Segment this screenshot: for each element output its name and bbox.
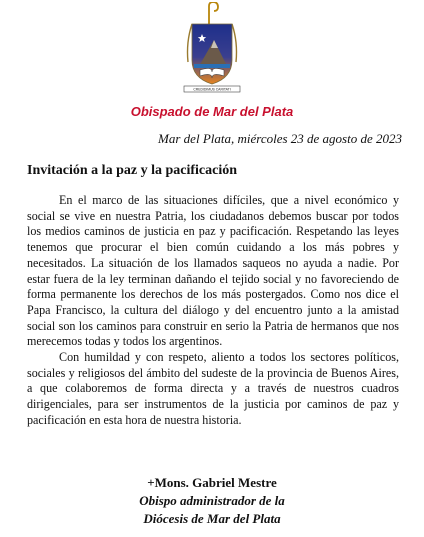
signatory-role-line-2: Diócesis de Mar del Plata <box>143 511 281 526</box>
letter-body <box>27 193 399 429</box>
crest-motto: CREDIDIMUS CARITATI <box>193 87 231 92</box>
signatory-role-line-1: Obispo administrador de la <box>139 493 285 508</box>
diocese-coat-of-arms-icon <box>178 2 246 94</box>
organization-name: Obispado de Mar del Plata <box>130 104 294 119</box>
signature-block <box>0 474 424 528</box>
document-title: Invitación a la paz y la pacificación <box>27 163 237 178</box>
signatory-name: +Mons. Gabriel Mestre <box>147 475 277 490</box>
paragraph-1: En el marco de las situaciones difíciles, que a nivel económico y social se vive en nuestra Patria, los ciudadanos debemos buscar por todos los medios caminos de justicia en paz y pacificación. Respetando las leyes tenemos que procurar el bien común cuidando a los más pobres y necesitados. La situación de los llamados saqueos no ayuda a nadie. Por estar fuera de la ley terminan dañando el tejido social y no favoreciendo de forma permanente los derechos de los más postergados. Como nos dice el Papa Francisco, la cultura del diálogo y del encuentro junto a la amistad social son los caminos para construir en serio la Patria de hermanos que nos merecemos todas y todos los argentinos. <box>27 193 399 349</box>
dateline: Mar del Plata, miércoles 23 de agosto de 2023 <box>158 131 402 146</box>
paragraph-2: Con humildad y con respeto, aliento a todos los sectores políticos, sociales y religiosos del ámbito del sudeste de la provincia de Buenos Aires, a que colaboremos de forma directa y a través de nuestros cuadros dirigenciales, para ser instrumentos de la justicia por caminos de paz y pacificación en esta hora de nuestra historia. <box>27 350 399 427</box>
